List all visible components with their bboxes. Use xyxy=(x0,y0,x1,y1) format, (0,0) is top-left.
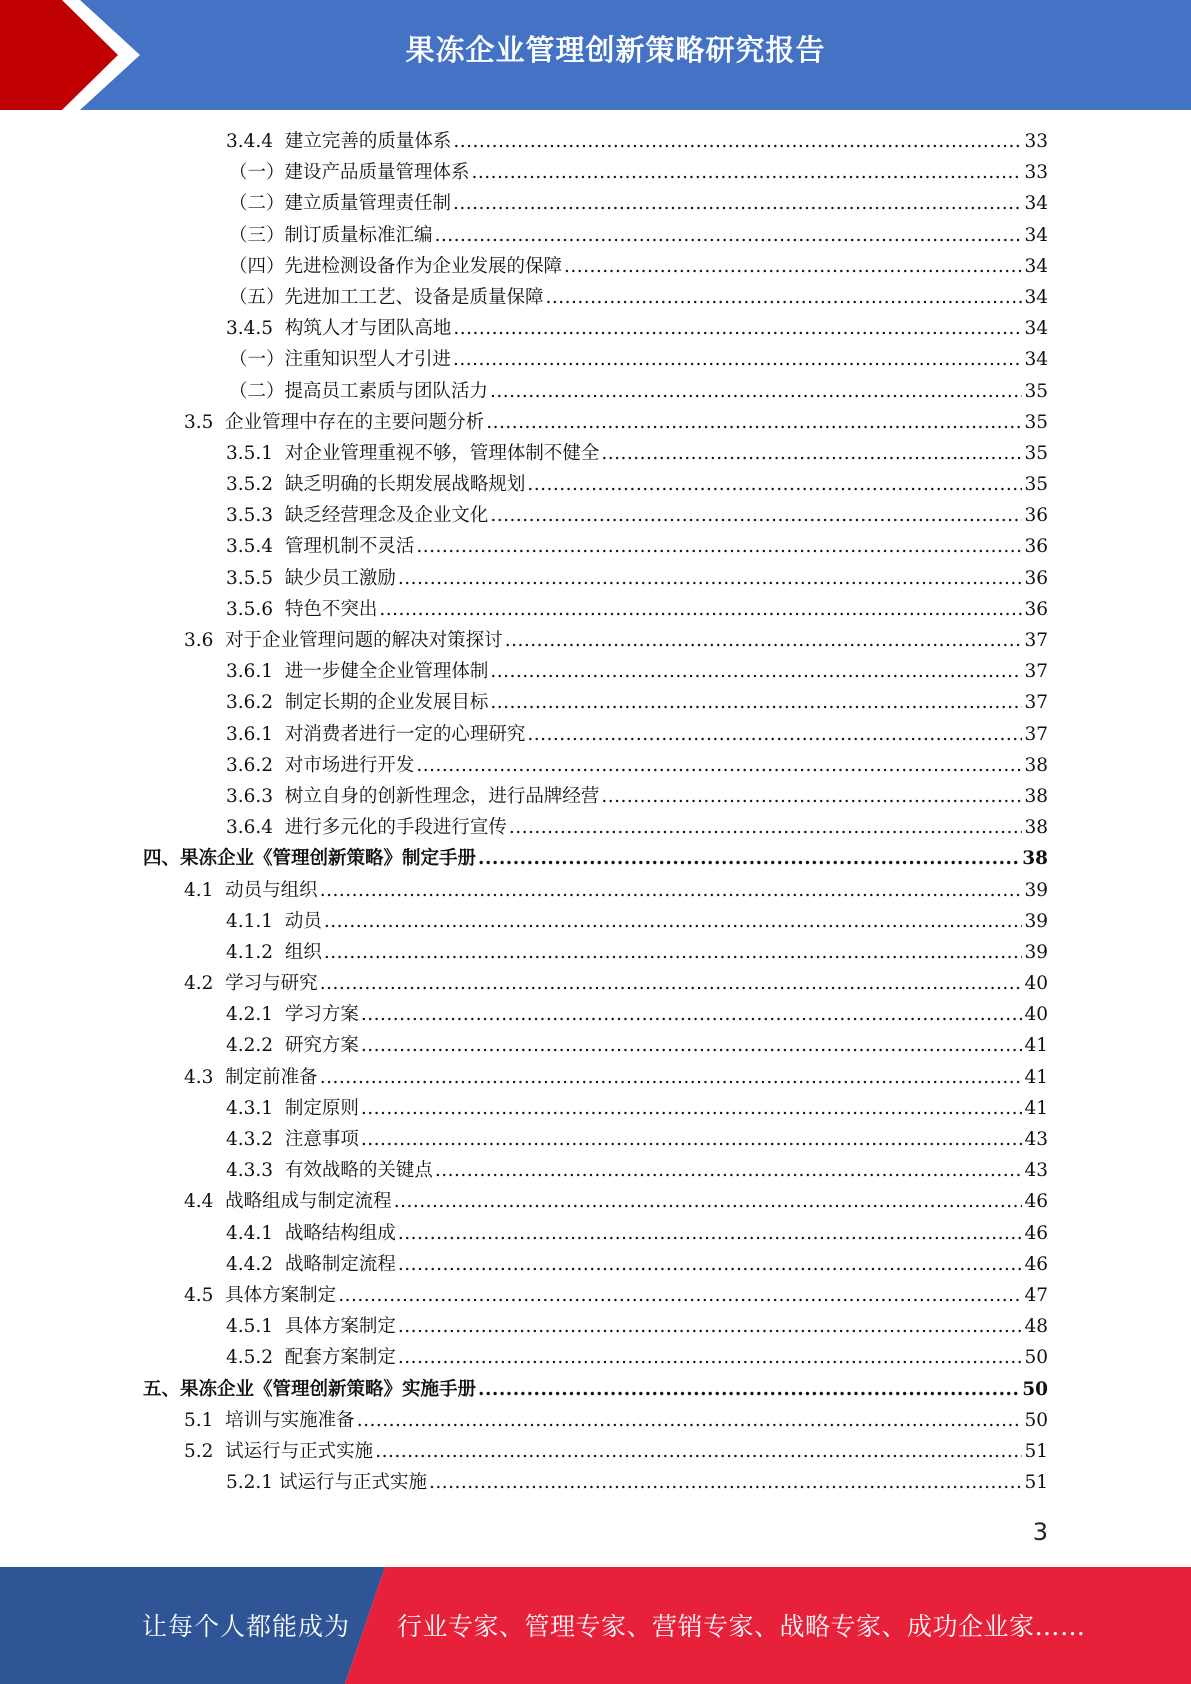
toc-leader-dots xyxy=(453,188,1022,219)
toc-entry-page: 34 xyxy=(1024,318,1048,340)
toc-entry-label: （一）建设产品质量管理体系 xyxy=(229,162,470,184)
toc-entry-label: 3.4.4 建立完善的质量体系 xyxy=(226,131,452,152)
toc-entry[interactable] xyxy=(0,376,1048,407)
toc-entry-page: 50 xyxy=(1022,1378,1048,1400)
toc-entry-label: 3.4.5 构筑人才与团队高地 xyxy=(226,318,452,340)
toc-leader-dots xyxy=(490,500,1022,531)
toc-entry[interactable] xyxy=(0,251,1048,282)
toc-entry-page: 50 xyxy=(1024,1409,1048,1431)
toc-leader-dots xyxy=(361,1124,1023,1155)
toc-entry-page: 33 xyxy=(1024,131,1048,152)
toc-entry[interactable] xyxy=(0,188,1048,219)
toc-entry-label: 3.5.5 缺少员工激励 xyxy=(226,567,396,589)
toc-leader-dots xyxy=(320,1062,1023,1093)
toc-leader-dots xyxy=(320,875,1023,906)
toc-entry-label: 4.3.3 有效战略的关键点 xyxy=(226,1160,433,1182)
toc-entry-label: 四、果冻企业《管理创新策略》制定手册 xyxy=(143,848,477,870)
toc-entry-label: 3.5.4 管理机制不灵活 xyxy=(226,536,415,558)
toc-leader-dots xyxy=(490,687,1022,718)
toc-leader-dots xyxy=(490,376,1022,407)
toc-entry[interactable] xyxy=(0,469,1048,500)
page-footer xyxy=(0,1567,1191,1684)
toc-entry[interactable] xyxy=(0,1280,1048,1311)
toc-entry-label: 4.3 制定前准备 xyxy=(184,1066,318,1088)
toc-entry-label: 3.6.3 树立自身的创新性理念，进行品牌经营 xyxy=(226,785,600,807)
toc-entry-page: 34 xyxy=(1024,224,1048,246)
toc-leader-dots xyxy=(546,282,1023,313)
toc-entry-label: 4.4.2 战略制定流程 xyxy=(226,1253,396,1275)
toc-leader-dots xyxy=(324,906,1023,937)
toc-leader-dots xyxy=(429,1467,1022,1498)
toc-entry-page: 46 xyxy=(1024,1222,1048,1244)
toc-entry[interactable] xyxy=(0,1030,1048,1061)
toc-entry-page: 35 xyxy=(1024,380,1048,402)
toc-entry[interactable] xyxy=(0,157,1048,188)
toc-leader-dots xyxy=(478,843,1020,874)
footer-slogan-right: 行业专家、管理专家、营销专家、战略专家、成功企业家…… xyxy=(397,1612,1086,1641)
toc-entry-page: 38 xyxy=(1024,785,1048,807)
toc-entry[interactable] xyxy=(0,625,1048,656)
toc-leader-dots xyxy=(398,1218,1023,1249)
page-number: 3 xyxy=(1032,1518,1048,1546)
toc-entry-page: 43 xyxy=(1024,1160,1048,1182)
toc-entry-label: 4.2 学习与研究 xyxy=(184,973,318,995)
toc-entry-page: 39 xyxy=(1024,941,1048,963)
toc-entry-page: 40 xyxy=(1024,1004,1048,1026)
toc-leader-dots xyxy=(601,781,1022,812)
toc-entry-label: 4.5.1 具体方案制定 xyxy=(226,1316,396,1338)
toc-leader-dots xyxy=(416,531,1022,562)
toc-entry[interactable] xyxy=(0,563,1048,594)
toc-entry-label: 3.5.3 缺乏经营理念及企业文化 xyxy=(226,505,489,527)
toc-entry-label: 4.1 动员与组织 xyxy=(184,879,318,901)
toc-entry-page: 34 xyxy=(1024,193,1048,215)
toc-entry-page: 37 xyxy=(1024,723,1048,745)
toc-entry-page: 33 xyxy=(1024,162,1048,184)
toc-leader-dots xyxy=(398,563,1023,594)
toc-entry[interactable] xyxy=(0,1249,1048,1280)
toc-entry-label: 4.3.1 制定原则 xyxy=(226,1097,359,1119)
toc-entry-page: 36 xyxy=(1024,536,1048,558)
toc-leader-dots xyxy=(435,1155,1023,1186)
toc-entry[interactable] xyxy=(0,1467,1048,1498)
toc-leader-dots xyxy=(361,1093,1023,1124)
toc-entry[interactable] xyxy=(0,344,1048,375)
toc-entry-page: 48 xyxy=(1024,1316,1048,1338)
toc-entry[interactable] xyxy=(0,1186,1048,1217)
toc-entry-page: 34 xyxy=(1024,349,1048,371)
toc-entry-page: 34 xyxy=(1024,286,1048,308)
toc-leader-dots xyxy=(320,968,1023,999)
toc-entry[interactable] xyxy=(0,781,1048,812)
toc-entry[interactable] xyxy=(0,906,1048,937)
toc-entry-page: 38 xyxy=(1024,817,1048,839)
toc-entry-label: 4.1.1 动员 xyxy=(226,910,322,932)
toc-entry[interactable] xyxy=(0,1062,1048,1093)
toc-entry[interactable] xyxy=(0,438,1048,469)
toc-leader-dots xyxy=(375,1436,1022,1467)
toc-entry-label: 3.6.2 对市场进行开发 xyxy=(226,754,415,776)
toc-entry[interactable] xyxy=(0,875,1048,906)
toc-entry-label: 3.6 对于企业管理问题的解决对策探讨 xyxy=(184,630,503,651)
toc-entry[interactable] xyxy=(0,1155,1048,1186)
toc-entry[interactable] xyxy=(0,500,1048,531)
toc-entry[interactable] xyxy=(0,719,1048,750)
toc-leader-dots xyxy=(398,1249,1023,1280)
toc-entry-label: （二）提高员工素质与团队活力 xyxy=(229,380,489,402)
toc-entry-page: 47 xyxy=(1024,1284,1048,1306)
toc-entry-page: 46 xyxy=(1024,1253,1048,1275)
toc-entry-label: 3.5.1 对企业管理重视不够，管理体制不健全 xyxy=(226,442,600,464)
toc-leader-dots xyxy=(490,656,1022,687)
toc-leader-dots xyxy=(527,469,1022,500)
toc-leader-dots xyxy=(601,438,1022,469)
toc-entry[interactable] xyxy=(0,1405,1048,1436)
toc-entry[interactable] xyxy=(0,220,1048,251)
toc-entry[interactable] xyxy=(0,1311,1048,1342)
toc-entry[interactable] xyxy=(0,313,1048,344)
toc-entry-label: （二）建立质量管理责任制 xyxy=(229,193,452,215)
toc-leader-dots xyxy=(394,1186,1023,1217)
toc-entry-page: 39 xyxy=(1024,910,1048,932)
toc-entry-label: （三）制订质量标准汇编 xyxy=(229,224,433,246)
toc-entry-page: 34 xyxy=(1024,255,1048,277)
toc-leader-dots xyxy=(505,625,1023,656)
toc-entry[interactable] xyxy=(0,407,1048,438)
toc-entry-page: 46 xyxy=(1024,1191,1048,1213)
toc-leader-dots xyxy=(416,750,1022,781)
toc-entry-page: 35 xyxy=(1024,411,1048,433)
toc-entry-label: 3.6.2 制定长期的企业发展目标 xyxy=(226,692,489,714)
toc-entry-page: 37 xyxy=(1024,692,1048,714)
toc-entry-page: 38 xyxy=(1022,848,1048,870)
toc-entry[interactable] xyxy=(0,1124,1048,1155)
toc-entry-page: 40 xyxy=(1024,973,1048,995)
toc-entry-page: 41 xyxy=(1024,1035,1048,1057)
toc-leader-dots xyxy=(361,1030,1023,1061)
toc-leader-dots xyxy=(379,594,1022,625)
toc-entry-page: 38 xyxy=(1024,754,1048,776)
toc-leader-dots xyxy=(478,1374,1020,1405)
toc-entry[interactable] xyxy=(0,126,1048,157)
toc-entry-page: 43 xyxy=(1024,1129,1048,1150)
toc-entry-label: 3.5.6 特色不突出 xyxy=(226,598,378,620)
toc-entry[interactable] xyxy=(0,1436,1048,1467)
footer-slogan-left: 让每个人都能成为 xyxy=(142,1612,351,1641)
toc-leader-dots xyxy=(435,220,1023,251)
toc-entry[interactable] xyxy=(0,531,1048,562)
toc-entry[interactable] xyxy=(0,843,1048,874)
toc-leader-dots xyxy=(361,999,1023,1030)
toc-entry-label: 5.2.1 试运行与正式实施 xyxy=(226,1472,427,1494)
toc-entry[interactable] xyxy=(0,1218,1048,1249)
toc-leader-dots xyxy=(486,407,1022,438)
toc-entry-label: 5.2 试运行与正式实施 xyxy=(184,1440,374,1462)
toc-entry-page: 35 xyxy=(1024,474,1048,496)
toc-leader-dots xyxy=(453,344,1022,375)
toc-entry[interactable] xyxy=(0,968,1048,999)
toc-entry-page: 37 xyxy=(1024,661,1048,683)
toc-leader-dots xyxy=(527,719,1022,750)
toc-entry-label: 4.5 具体方案制定 xyxy=(184,1284,337,1306)
toc-entry-label: 4.4 战略组成与制定流程 xyxy=(184,1191,392,1213)
toc-entry-page: 50 xyxy=(1024,1347,1048,1369)
toc-leader-dots xyxy=(398,1311,1023,1342)
toc-leader-dots xyxy=(472,157,1023,188)
toc-entry-page: 37 xyxy=(1024,630,1048,651)
toc-entry[interactable] xyxy=(0,1374,1048,1405)
toc-entry[interactable] xyxy=(0,999,1048,1030)
toc-leader-dots xyxy=(564,251,1022,282)
toc-entry-label: 3.5 企业管理中存在的主要问题分析 xyxy=(184,411,485,433)
toc-entry-page: 51 xyxy=(1024,1472,1048,1494)
toc-entry-page: 41 xyxy=(1024,1066,1048,1088)
toc-leader-dots xyxy=(398,1342,1023,1373)
toc-leader-dots xyxy=(338,1280,1022,1311)
toc-entry-label: 4.4.1 战略结构组成 xyxy=(226,1222,396,1244)
toc-entry[interactable] xyxy=(0,282,1048,313)
page-header xyxy=(0,0,1191,110)
toc-entry-page: 36 xyxy=(1024,567,1048,589)
toc-entry-label: 5.1 培训与实施准备 xyxy=(184,1409,355,1431)
toc-entry-label: （一）注重知识型人才引进 xyxy=(229,349,452,371)
toc-entry-label: 4.5.2 配套方案制定 xyxy=(226,1347,396,1369)
toc-entry-label: （五）先进加工工艺、设备是质量保障 xyxy=(229,286,544,308)
toc-entry-label: 3.6.1 对消费者进行一定的心理研究 xyxy=(226,723,526,745)
toc-leader-dots xyxy=(324,937,1023,968)
toc-leader-dots xyxy=(357,1405,1023,1436)
toc-entry-page: 35 xyxy=(1024,442,1048,464)
toc-entry[interactable] xyxy=(0,1093,1048,1124)
toc-entry-page: 36 xyxy=(1024,505,1048,527)
toc-entry[interactable] xyxy=(0,687,1048,718)
toc-entry-page: 39 xyxy=(1024,879,1048,901)
toc-entry-label: 4.2.1 学习方案 xyxy=(226,1004,359,1026)
toc-entry-label: 3.5.2 缺乏明确的长期发展战略规划 xyxy=(226,474,526,496)
toc-entry-page: 41 xyxy=(1024,1097,1048,1119)
toc-leader-dots xyxy=(453,126,1022,157)
toc-entry[interactable] xyxy=(0,750,1048,781)
report-title: 果冻企业管理创新策略研究报告 xyxy=(405,33,826,67)
toc-entry-label: 3.6.1 进一步健全企业管理体制 xyxy=(226,661,489,683)
toc-entry-label: （四）先进检测设备作为企业发展的保障 xyxy=(229,255,563,277)
toc-entry-label: 4.1.2 组织 xyxy=(226,941,322,963)
toc-entry-label: 4.3.2 注意事项 xyxy=(226,1129,359,1150)
toc-entry[interactable] xyxy=(0,937,1048,968)
toc-entry[interactable] xyxy=(0,656,1048,687)
toc-entry-label: 五、果冻企业《管理创新策略》实施手册 xyxy=(143,1378,477,1400)
toc-entry-page: 51 xyxy=(1024,1440,1048,1462)
toc-leader-dots xyxy=(509,812,1023,843)
toc-entry-label: 4.2.2 研究方案 xyxy=(226,1035,359,1057)
toc-entry-page: 36 xyxy=(1024,598,1048,620)
toc-entry[interactable] xyxy=(0,1342,1048,1373)
toc-entry[interactable] xyxy=(0,812,1048,843)
toc-entry[interactable] xyxy=(0,594,1048,625)
toc-leader-dots xyxy=(453,313,1022,344)
toc-entry-label: 3.6.4 进行多元化的手段进行宣传 xyxy=(226,817,507,839)
table-of-contents xyxy=(0,126,1191,1498)
